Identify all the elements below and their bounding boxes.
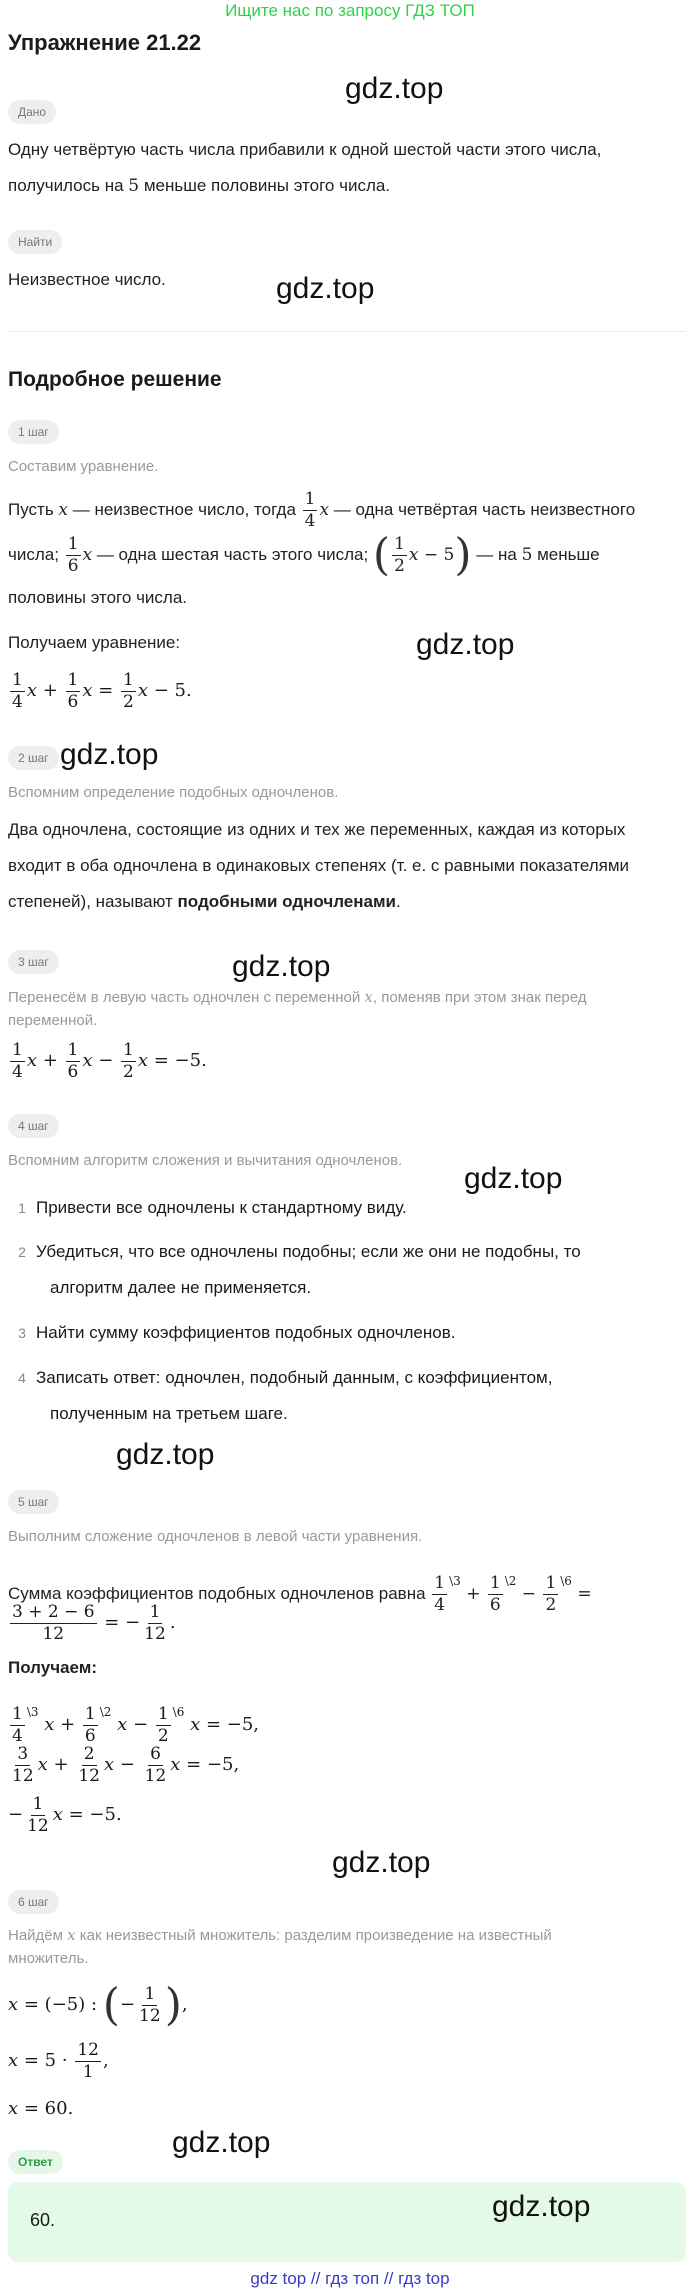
section-divider xyxy=(8,331,686,332)
step-badge: 3 шаг xyxy=(8,950,59,974)
exercise-title: Упражнение 21.22 xyxy=(8,30,202,55)
step-title: Выполним сложение одночленов в левой части уравнения. xyxy=(8,1528,423,1545)
equation: $\frac{1}{4}$ x + $\frac{1}{6}$ x = $\frac{1}{2}$ x − 5. xyxy=(12,669,192,712)
step-badge: 1 шаг xyxy=(8,420,59,444)
watermark: gdz.top xyxy=(416,628,515,661)
watermark: gdz.top xyxy=(116,1438,215,1471)
step5-sum-line: Сумма коэффициентов подобных одночленов равна $\frac{1}{4}$ $^{\backslash 3}$ + $\frac{1}{6}$ $^{\backslash 2}$ − $\frac{1}{2}$ $^{\backslash 6}$ = xyxy=(8,1573,592,1616)
step1-line: Получаем уравнение: xyxy=(8,633,181,652)
watermark: gdz.top xyxy=(464,1162,563,1195)
given-badge: Дано xyxy=(8,100,56,124)
find-text: Неизвестное число. xyxy=(8,270,166,289)
list-item: 1 Привести все одночлены к стандартному виду. xyxy=(18,1198,407,1217)
equation: $\frac{1}{4}$ x + $\frac{1}{6}$ x − $\frac{1}{2}$ x = −5. xyxy=(12,1039,207,1082)
step-title: Перенесём в левую часть одночлен с переменной x, поменяв при этом знак перед xyxy=(8,988,587,1006)
step-title: Составим уравнение. xyxy=(8,458,159,475)
step5-label: Получаем: xyxy=(8,1658,98,1677)
footer-links[interactable]: gdz top // гдз топ // гдз top xyxy=(250,2269,450,2288)
list-item: 2 Убедиться, что все одночлены подобны; если же они не подобны, то xyxy=(18,1242,581,1261)
definition-line: степеней), называют подобными одночленами. xyxy=(8,892,401,911)
given-text-line: получилось на 5 меньше половины этого числа. xyxy=(8,176,391,196)
find-badge: Найти xyxy=(8,230,62,254)
step-title: множитель. xyxy=(8,1950,89,1967)
list-item: 4 Записать ответ: одночлен, подобный данным, с коэффициентом, xyxy=(18,1368,553,1387)
list-item: 3 Найти сумму коэффициентов подобных одночленов. xyxy=(18,1323,456,1342)
watermark: gdz.top xyxy=(172,2126,271,2159)
step-title: переменной. xyxy=(8,1012,98,1029)
answer-value: 60. xyxy=(30,2210,56,2230)
solution-title: Подробное решение xyxy=(8,368,222,391)
definition-line: входит в оба одночлена в одинаковых степенях (т. е. с равными показателями xyxy=(8,856,630,875)
equation: x = (−5) : (− $\frac{1}{12}$ ), xyxy=(8,1979,188,2031)
watermark: gdz.top xyxy=(332,1846,431,1879)
watermark: gdz.top xyxy=(492,2190,591,2223)
step1-line: числа; $\frac{1}{6}$ x — одна шестая часть этого числа; ( $\frac{1}{2}$ x − 5) — на 5 меньше xyxy=(8,529,600,581)
equation: − $\frac{1}{12}$ x = −5. xyxy=(8,1793,122,1836)
equation: x = 60. xyxy=(8,2098,74,2119)
search-banner[interactable]: Ищите нас по запросу ГДЗ ТОП xyxy=(225,1,475,20)
step-title: Вспомним определение подобных одночленов. xyxy=(8,784,339,801)
step1-line: Пусть x — неизвестное число, тогда $\frac{1}{4}$ x — одна четвёртая часть неизвестного xyxy=(8,489,636,532)
step-title: Вспомним алгоритм сложения и вычитания одночленов. xyxy=(8,1152,403,1169)
watermark: gdz.top xyxy=(60,738,159,771)
list-item-continuation: алгоритм далее не применяется. xyxy=(50,1278,312,1297)
equation: $\frac{1}{4}$ $^{\backslash 3}$ x + $\frac{1}{6}$ $^{\backslash 2}$ x − $\frac{1}{2}$ $^{\backslash 6}$ x = −5, xyxy=(12,1703,260,1746)
watermark: gdz.top xyxy=(345,72,444,105)
watermark: gdz.top xyxy=(276,272,375,305)
step1-line: половины этого числа. xyxy=(8,588,188,607)
list-item-continuation: полученным на третьем шаге. xyxy=(50,1404,288,1423)
step-badge: 4 шаг xyxy=(8,1114,59,1138)
step-badge: 5 шаг xyxy=(8,1490,59,1514)
answer-badge: Ответ xyxy=(8,2150,63,2174)
step-badge: 2 шаг xyxy=(8,746,59,770)
equation: x = 5 · $\frac{12}{1}$ , xyxy=(8,2039,109,2082)
watermark: gdz.top xyxy=(232,950,331,983)
equation: $\frac{3}{12}$ x + $\frac{2}{12}$ x − $\frac{6}{12}$ x = −5, xyxy=(12,1743,240,1786)
step-badge: 6 шаг xyxy=(8,1890,59,1914)
equation: $\frac{3 + 2 - 6}{12}$ = − $\frac{1}{12}$ . xyxy=(12,1601,176,1644)
definition-line: Два одночлена, состоящие из одних и тех же переменных, каждая из которых xyxy=(8,820,626,839)
given-text-line: Одну четвёртую часть числа прибавили к одной шестой части этого числа, xyxy=(8,140,602,159)
step-title: Найдём x как неизвестный множитель: разделим произведение на известный xyxy=(8,1926,552,1944)
